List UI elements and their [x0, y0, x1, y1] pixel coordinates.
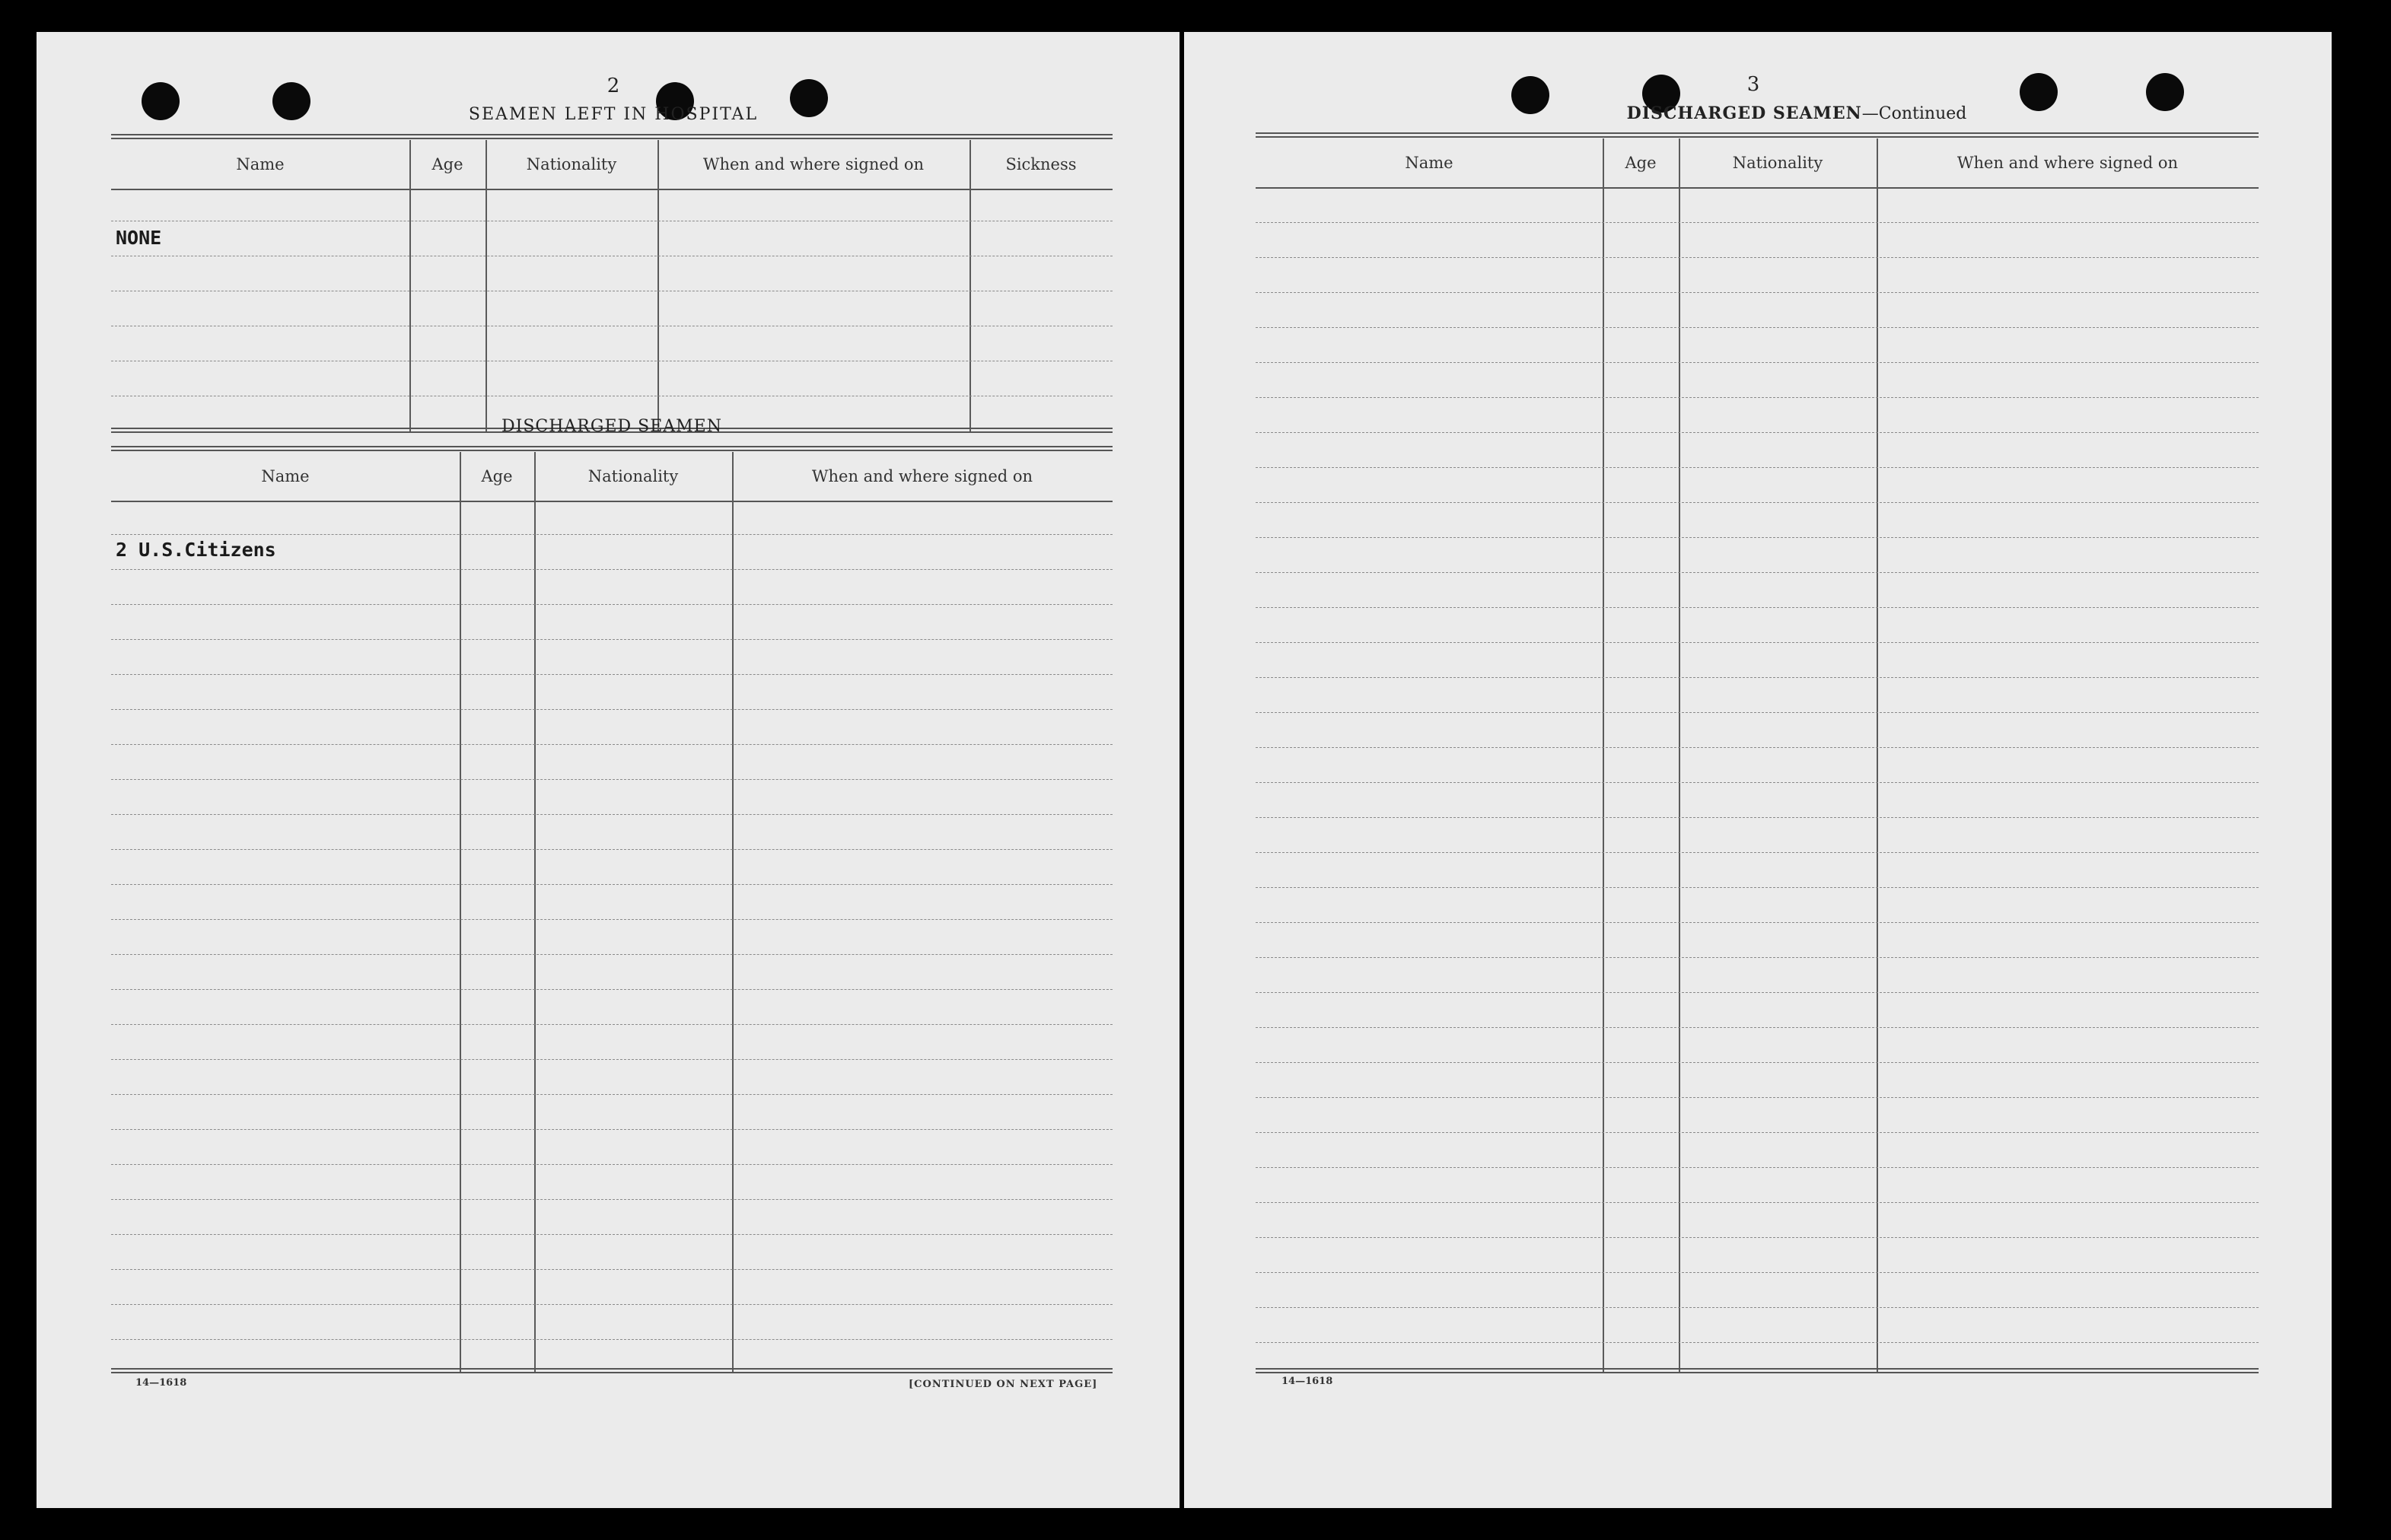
- column-header-nationality: Nationality: [526, 155, 617, 173]
- discharged-entry: 2 U.S.Citizens: [116, 539, 276, 561]
- punch-hole: [1511, 76, 1549, 114]
- column-header-name: Name: [1405, 154, 1453, 172]
- punch-hole: [272, 82, 310, 120]
- column-header-name: Name: [261, 467, 310, 485]
- column-header-nationality: Nationality: [587, 467, 679, 485]
- punch-hole: [142, 82, 180, 120]
- discharged-section-title: DISCHARGED SEAMEN: [501, 417, 722, 436]
- column-header-signed-on: When and where signed on: [702, 155, 925, 173]
- form-number: 14—1618: [1281, 1376, 1333, 1387]
- column-header-name: Name: [236, 155, 285, 173]
- continued-note: [CONTINUED ON NEXT PAGE]: [909, 1379, 1098, 1390]
- column-header-signed-on: When and where signed on: [811, 467, 1033, 485]
- section-title-text: DISCHARGED SEAMEN: [1626, 103, 1862, 123]
- discharged-continued-title: [1595, 103, 1998, 123]
- hospital-entry: NONE: [116, 227, 162, 249]
- right-page: [1184, 32, 2332, 1508]
- discharged-table-header: [111, 452, 1113, 502]
- column-header-age: Age: [481, 467, 513, 485]
- section-title-suffix: —Continued: [1861, 104, 1967, 123]
- column-header-sickness: Sickness: [1005, 155, 1077, 173]
- page-number: 2: [607, 75, 620, 97]
- discharged-continued-header: [1256, 138, 2259, 189]
- punch-hole: [2020, 73, 2058, 111]
- column-header-nationality: Nationality: [1732, 154, 1823, 172]
- hospital-table-header: [111, 140, 1113, 190]
- left-page: [37, 32, 1180, 1508]
- column-header-signed-on: When and where signed on: [1956, 154, 2179, 172]
- discharged-continued-table: [1256, 132, 2259, 1373]
- form-number: 14—1618: [135, 1377, 187, 1389]
- discharged-table: [111, 446, 1113, 1373]
- hospital-section-title: SEAMEN LEFT IN HOSPITAL: [468, 105, 759, 124]
- column-header-age: Age: [1625, 154, 1657, 172]
- punch-hole: [2146, 73, 2184, 111]
- page-number: 3: [1746, 73, 1760, 96]
- hospital-table: [111, 134, 1113, 432]
- column-header-age: Age: [431, 155, 463, 173]
